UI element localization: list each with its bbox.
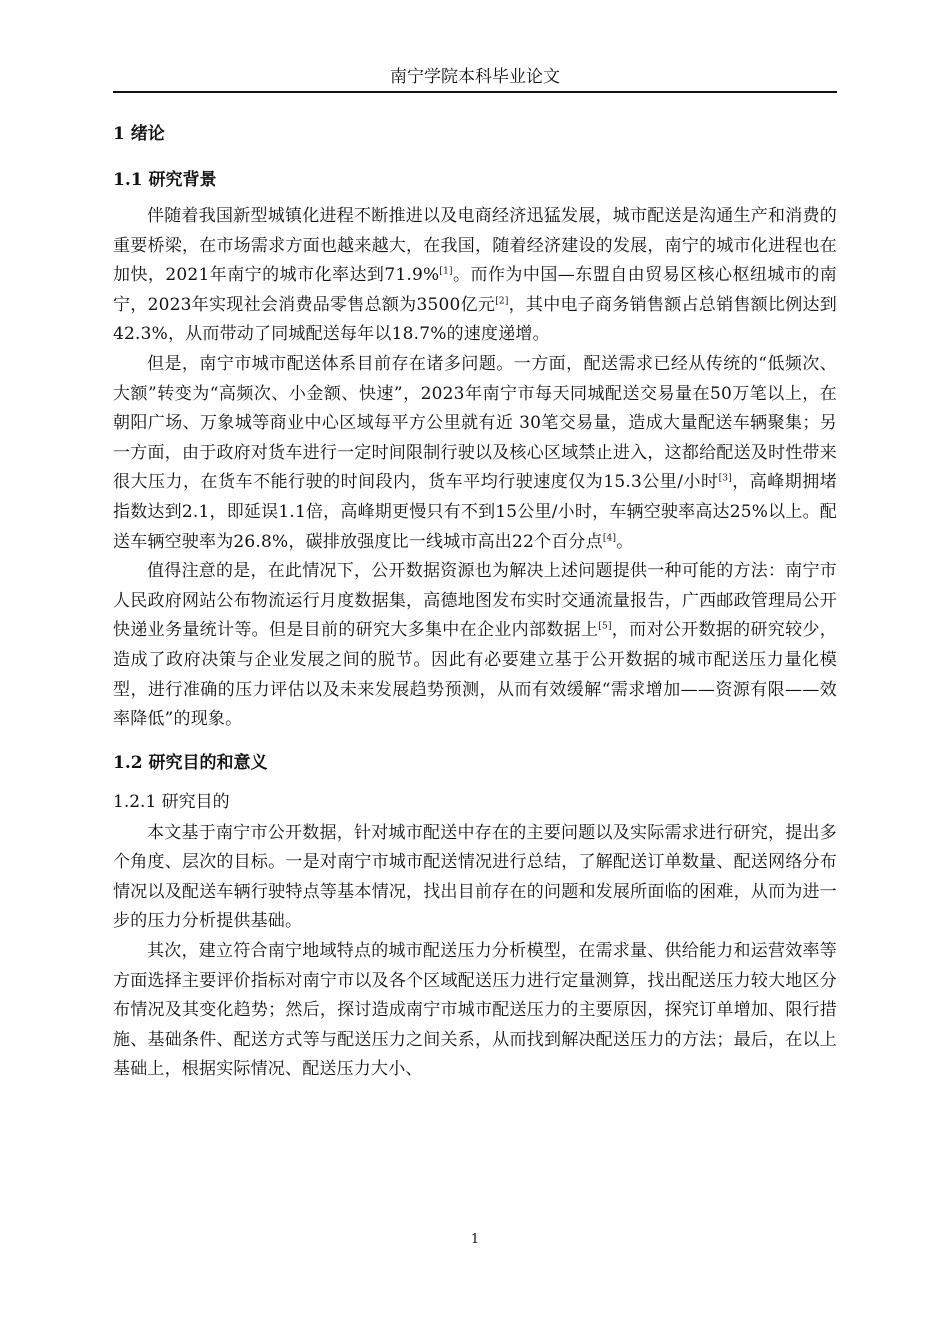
paragraph-3-text-b: ，而对公开数据的研究较少，造成了政府决策与企业发展之间的脱节。因此有必要建立基于公开数据的城市配送压力量化模型，进行准确的压力评估以及未来发展趋势预测，从而有效缓解“需求增加——资源有限——效率降低”的现象。: [113, 620, 837, 730]
page-number: 1: [470, 1232, 480, 1247]
running-header: 南宁学院本科毕业论文: [390, 67, 560, 87]
paragraph-1-text-b: 。而作为中国—东盟自由贸易区核心枢纽城市的南宁，2023年实现社会消费品零售总额为3500亿元: [113, 265, 837, 315]
citation-ref-1: [1]: [439, 266, 453, 277]
paragraph-1-text-c: ，其中电子商务销售额占总销售额比例达到42.3%，从而带动了同城配送每年以18.7%的速度递增。: [113, 294, 837, 345]
paragraph-3-text-a: 值得注意的是，在此情况下，公开数据资源也为解决上述问题提供一种可能的方法：南宁市人民政府网站公布物流运行月度数据集，高德地图发布实时交通流量报告，广西邮政管理局公开快递业务量统计等。但是目前的研究大多集中在企业内部数据上: [113, 561, 837, 641]
page-body: [113, 116, 837, 1085]
paragraph-3: [113, 557, 837, 735]
paragraph-2: [113, 350, 837, 557]
subsection-heading-purpose: 1.2.1 研究目的: [113, 791, 230, 812]
section-heading-purpose: 1.2 研究目的和意义: [113, 752, 268, 773]
paragraph-1: [113, 202, 837, 350]
paragraph-2-text-a: 但是，南宁市城市配送体系目前存在诸多问题。一方面，配送需求已经从传统的“低频次、大额”转变为“高频次、小金额、快速”，2023年南宁市每天同城配送交易量在50万笔以上，在朝阳广场、万象城等商业中心区域每平方公里就有近 30笔交易量，造成大量配送车辆聚集；另一方面，由于政府对货车进行一定时间限制行驶以及核心区域禁止进入，这都给配送及时性带来很大压力，在货车不能行驶的时间段内，货车平均行驶速度仅为15.3公里/小时: [113, 353, 837, 493]
paragraph-2-text-c: 。: [616, 531, 634, 552]
citation-ref-3: [3]: [718, 473, 732, 484]
paragraph-4: 本文基于南宁市公开数据，针对城市配送中存在的主要问题以及实际需求进行研究，提出多个角度、层次的目标。一是对南宁市城市配送情况进行总结，了解配送订单数量、配送网络分布情况以及配送车辆行驶特点等基本情况，找出目前存在的问题和发展所面临的困难，从而为进一步的压力分析提供基础。: [113, 822, 837, 932]
paragraph-5: 其次，建立符合南宁地域特点的城市配送压力分析模型，在需求量、供给能力和运营效率等方面选择主要评价指标对南宁市以及各个区域配送压力进行定量测算，找出配送压力较大地区分布情况及其变化趋势；然后，探讨造成南宁市城市配送压力的主要原因，探究订单增加、限行措施、基础条件、配送方式等与配送压力之间关系，从而找到解决配送压力的方法；最后，在以上基础上，根据实际情况、配送压力大小、: [113, 941, 837, 1080]
citation-ref-2: [2]: [495, 296, 509, 307]
citation-ref-4: [4]: [602, 532, 617, 543]
chapter-heading: 1 绪论: [113, 124, 165, 144]
paragraph-2-text-b: ，高峰期拥堵指数达到2.1，即延误1.1倍，高峰期更慢只有不到15公里/小时，车辆空驶率高达25%以上。配送车辆空驶率为26.8%，碳排放强度比一线城市高出22个百分点: [113, 472, 838, 552]
section-heading-background: 1.1 研究背景: [113, 170, 217, 190]
paragraph-1-text-a: 伴随着我国新型城镇化进程不断推进以及电商经济迅猛发展，城市配送是沟通生产和消费的重要桥梁，在市场需求方面也越来越大，在我国，随着经济建设的发展，南宁的城市化进程也在加快，2021年南宁的城市化率达到71.9%: [113, 206, 837, 286]
header-rule: [113, 91, 837, 93]
citation-ref-5: [5]: [598, 621, 612, 632]
